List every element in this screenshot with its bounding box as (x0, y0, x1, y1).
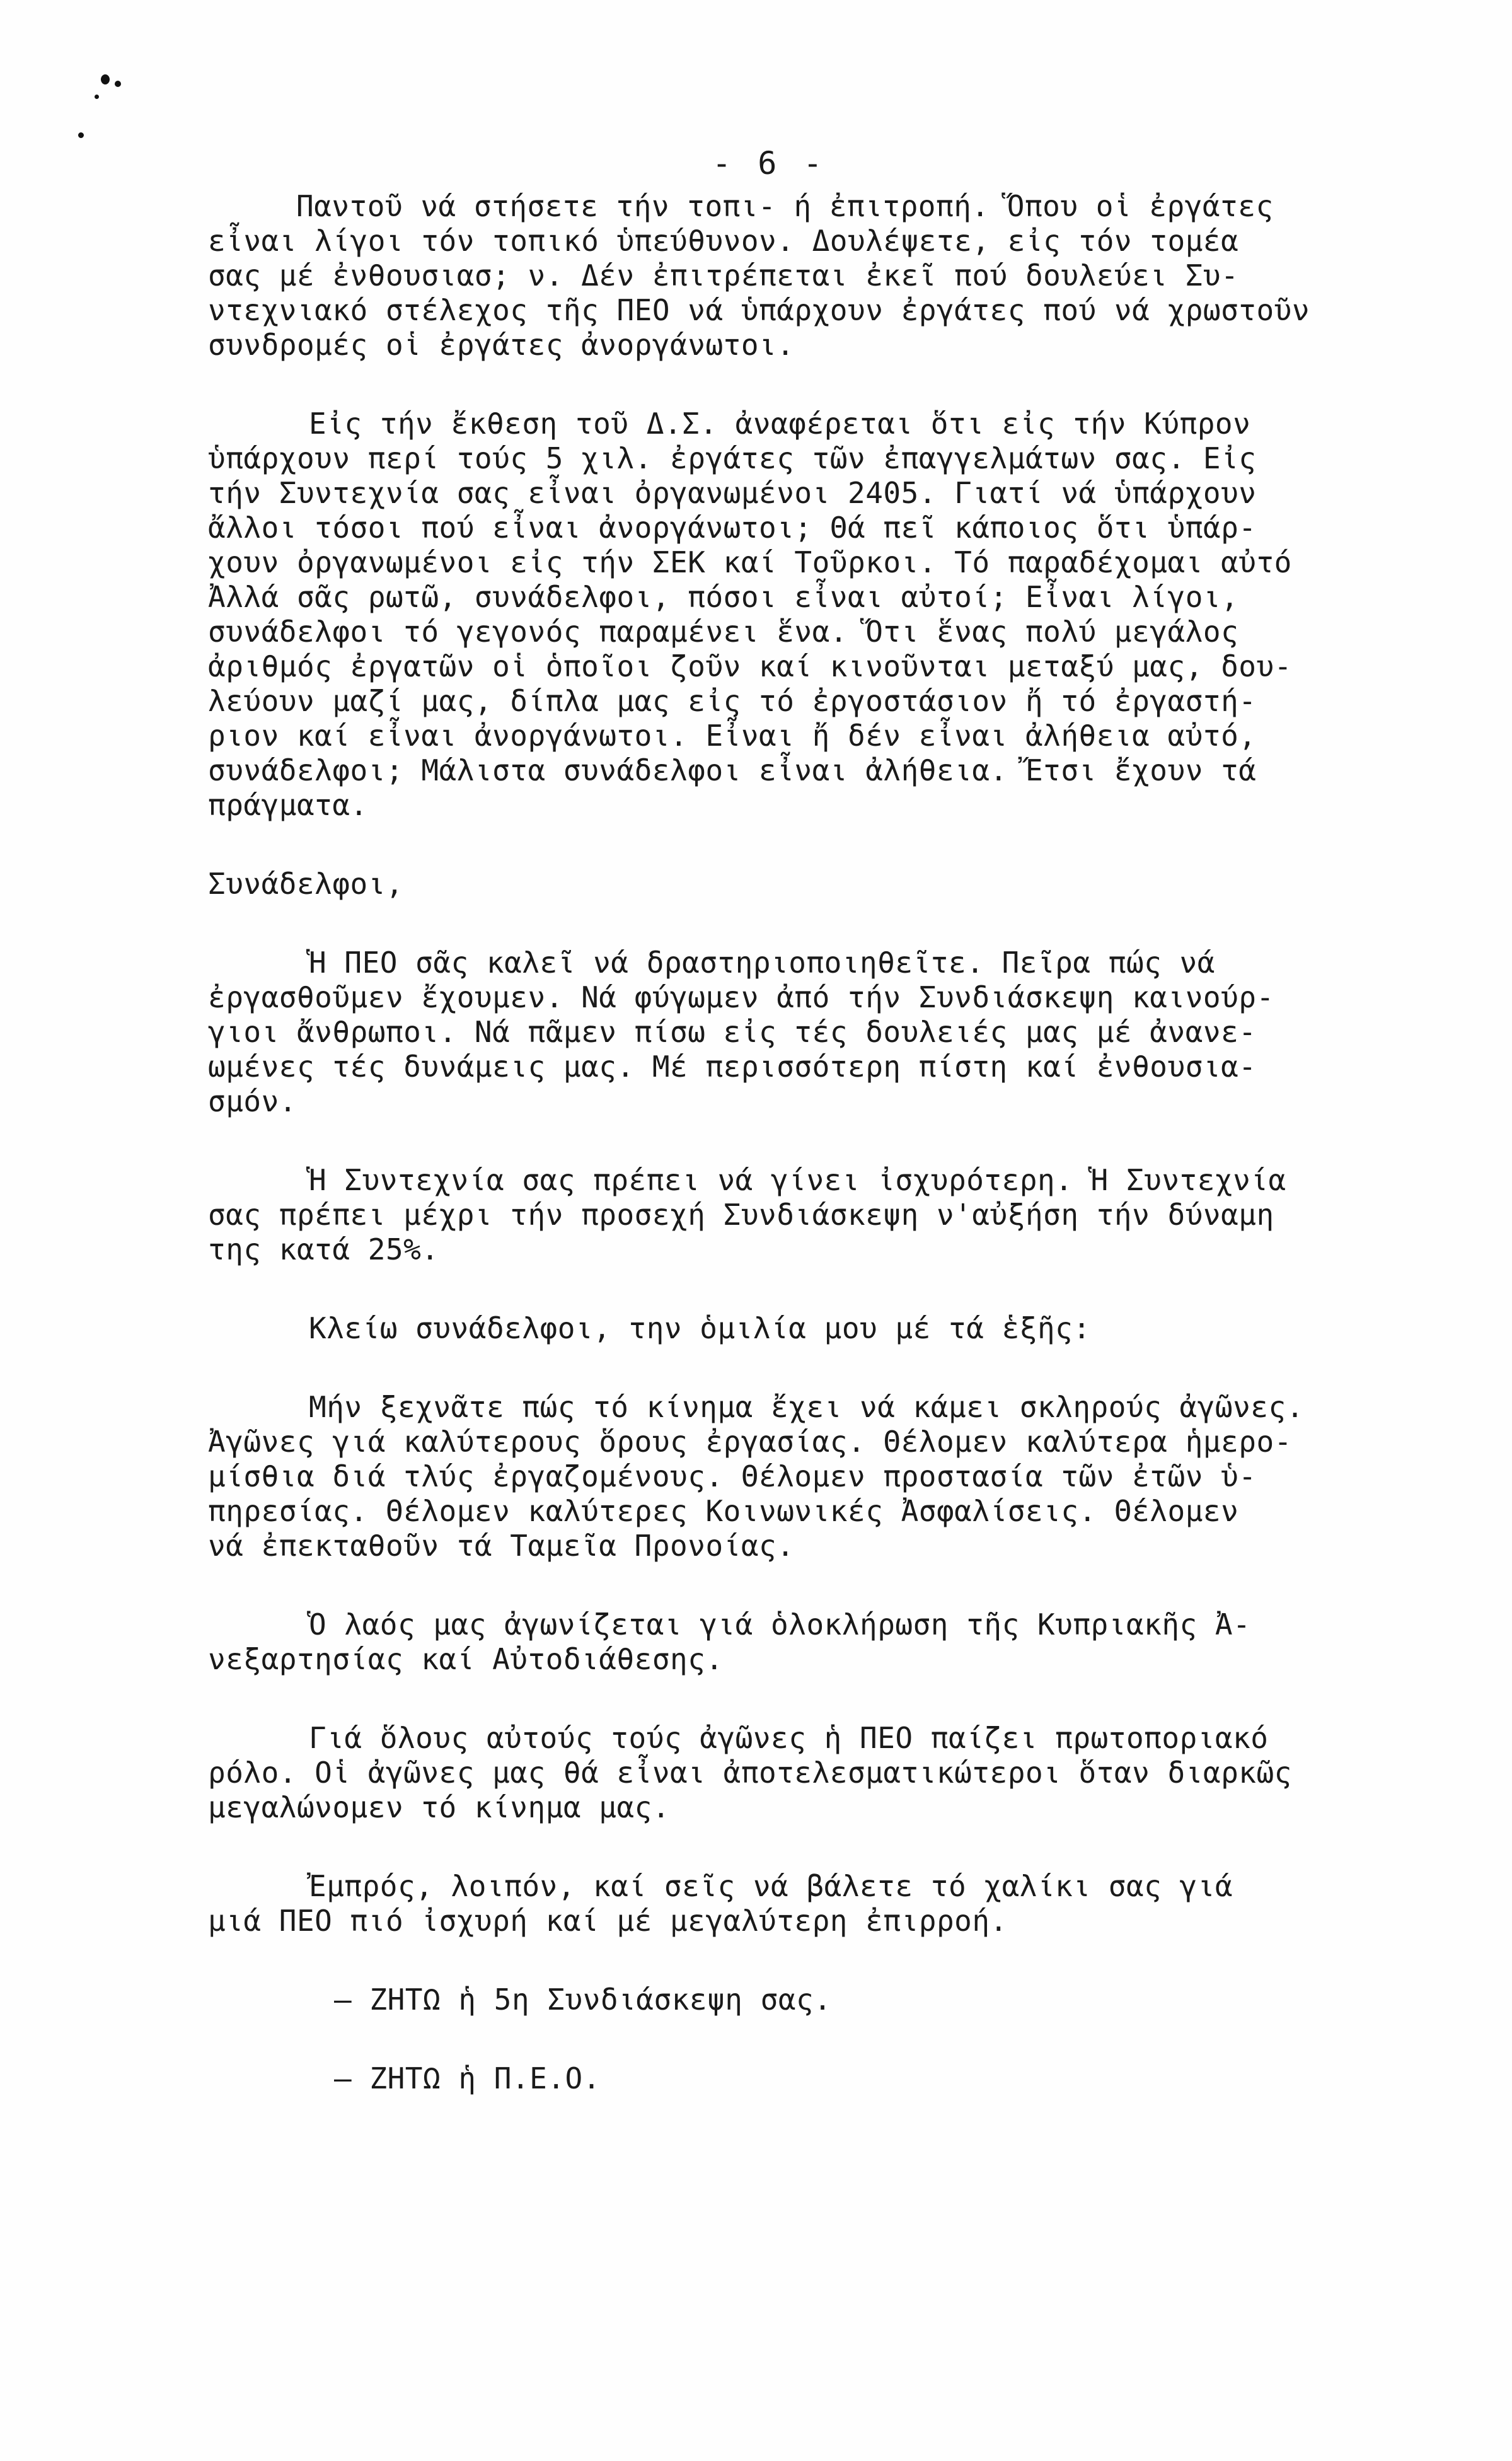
text-line: εἶναι λίγοι τόν τοπικό ὑπεύθυνον. Δουλέψετε, εἰς τόν τομέα (208, 224, 1239, 258)
page-number: - 6 - (712, 145, 826, 182)
text-line: πράγματα. (208, 788, 368, 822)
text-line: Γιά ὅλους αὐτούς τούς ἀγῶνες ἡ ΠΕΟ παίζει πρωτοποριακό (309, 1721, 1269, 1755)
closing-slogan: — ΖΗΤΩ ἡ Π.Ε.Ο. (334, 2061, 601, 2095)
text-line: Κλείω συνάδελφοι, την ὁμιλία μου μέ τά ἑξῆς: (309, 1311, 1091, 1345)
text-line: Ἀλλά σᾶς ρωτῶ, συνάδελφοι, πόσοι εἶναι αὐτοί; Εἶναι λίγοι, (208, 580, 1239, 614)
text-line: γιοι ἄνθρωποι. Νά πᾶμεν πίσω εἰς τές δουλειές μας μέ ἀνανε- (208, 1015, 1257, 1049)
text-line: χουν ὀργανωμένοι εἰς τήν ΣΕΚ καί Τοῦρκοι. Τό παραδέχομαι αὐτό (208, 545, 1292, 579)
text-line: λεύουν μαζί μας, δίπλα μας εἰς τό ἐργοστάσιον ἤ τό ἐργαστή- (208, 684, 1257, 718)
text-line: νεξαρτησίας καί Αὐτοδιάθεσης. (208, 1642, 724, 1676)
text-line: συνάδελφοι; Μάλιστα συνάδελφοι εἶναι ἀλήθεια. Ἔτσι ἔχουν τά (208, 753, 1257, 787)
paragraph-gap (208, 823, 1443, 867)
ink-speck (101, 74, 110, 84)
text-line: ἐργασθοῦμεν ἔχουμεν. Νά φύγωμεν ἀπό τήν Συνδιάσκεψη καινούρ- (208, 980, 1274, 1014)
text-line: Ἐμπρός, λοιπόν, καί σεῖς νά βάλετε τό χαλίκι σας γιά (309, 1869, 1233, 1903)
text-line: Ἡ ΠΕΟ σᾶς καλεῖ νά δραστηριοποιηθεῖτε. Πεῖρα πώς νά (309, 946, 1215, 980)
text-line: Ὁ λαός μας ἀγωνίζεται γιά ὁλοκλήρωση τῆς Κυπριακῆς Ἀ- (309, 1607, 1251, 1642)
ink-speck (95, 95, 99, 99)
text-line: τήν Συντεχνία σας εἶναι ὀργανωμένοι 2405. Γιατί νά ὑπάρχουν (208, 476, 1257, 510)
paragraph-gap (208, 1938, 1443, 1983)
paragraph-gap (208, 2017, 1443, 2061)
text-line: σας πρέπει μέχρι τήν προσεχή Συνδιάσκεψη ν'αὐξήση τήν δύναμη (208, 1198, 1274, 1232)
text-line: πηρεσίας. Θέλομεν καλύτερες Κοινωνικές Ἀσφαλίσεις. Θέλομεν (208, 1494, 1239, 1528)
text-line: Ἀγῶνες γιά καλύτερους ὅρους ἐργασίας. Θέλομεν καλύτερα ἡμερο- (208, 1425, 1292, 1459)
text-line: Ἡ Συντεχνία σας πρέπει νά γίνει ἰσχυρότερη. Ἡ Συντεχνία (309, 1163, 1286, 1197)
text-line: Παντοῦ νά στήσετε τήν τοπι- ή ἐπιτροπή. Ὅπου οἱ ἐργάτες (296, 189, 1274, 223)
paragraph-gap (208, 901, 1443, 946)
paragraph-gap (208, 1346, 1443, 1390)
paragraph-gap (208, 1119, 1443, 1163)
text-line: Εἰς τήν ἔκθεση τοῦ Δ.Σ. ἀναφέρεται ὅτι εἰς τήν Κύπρον (309, 407, 1251, 441)
ink-speck (115, 81, 121, 87)
text-line: σας μέ ἐνθουσιασ; ν. Δέν ἐπιτρέπεται ἐκεῖ πού δουλεύει Συ- (208, 258, 1239, 292)
text-line: ὑπάρχουν περί τούς 5 χιλ. ἐργάτες τῶν ἐπαγγελμάτων σας. Εἰς (208, 441, 1257, 475)
salutation: Συνάδελφοι, (208, 867, 404, 901)
text-line: ντεχνιακό στέλεχος τῆς ΠΕΟ νά ὑπάρχουν ἐργάτες πού νά χρωστοῦν (208, 293, 1310, 327)
text-line: ρόλο. Οἱ ἀγῶνες μας θά εἶναι ἀποτελεσματικώτεροι ὅταν διαρκῶς (208, 1756, 1292, 1790)
text-line: συνδρομές οἱ ἐργάτες ἀνοργάνωτοι. (208, 328, 795, 362)
closing-slogan: — ΖΗΤΩ ἡ 5η Συνδιάσκεψη σας. (334, 1983, 832, 2017)
text-line: Μήν ξεχνᾶτε πώς τό κίνημα ἔχει νά κάμει σκληρούς ἀγῶνες. (309, 1390, 1304, 1424)
text-line: ωμένες τές δυνάμεις μας. Μέ περισσότερη πίστη καί ἐνθουσια- (208, 1050, 1257, 1084)
text-line: ἄλλοι τόσοι πού εἶναι ἀνοργάνωτοι; Θά πεῖ κάποιος ὅτι ὑπάρ- (208, 511, 1257, 545)
paragraph-gap (208, 1825, 1443, 1869)
text-line: νά ἐπεκταθοῦν τά Ταμεῖα Προνοίας. (208, 1529, 795, 1563)
ink-speck (78, 132, 84, 138)
text-line: συνάδελφοι τό γεγονός παραμένει ἕνα. Ὅτι ἕνας πολύ μεγάλος (208, 615, 1239, 649)
text-line: της κατά 25%. (208, 1232, 439, 1266)
text-line: σμόν. (208, 1084, 297, 1118)
typed-text-body (208, 189, 1443, 2096)
text-line: ἀριθμός ἐργατῶν οἱ ὁποῖοι ζοῦν καί κινοῦνται μεταξύ μας, δου- (208, 649, 1292, 683)
text-line: μίσθια διά τλύς ἐργαζομένους. Θέλομεν προστασία τῶν ἐτῶν ὑ- (208, 1459, 1257, 1493)
paragraph-gap (208, 1563, 1443, 1607)
paragraph-gap (208, 362, 1443, 407)
text-line: ριον καί εἶναι ἀνοργάνωτοι. Εἶναι ἤ δέν εἶναι ἀλήθεια αὐτό, (208, 719, 1257, 753)
paragraph-gap (208, 1267, 1443, 1311)
paragraph-gap (208, 1677, 1443, 1721)
text-line: μεγαλώνομεν τό κίνημα μας. (208, 1790, 671, 1824)
text-line: μιά ΠΕΟ πιό ἰσχυρή καί μέ μεγαλύτερη ἐπιρροή. (208, 1904, 1008, 1938)
